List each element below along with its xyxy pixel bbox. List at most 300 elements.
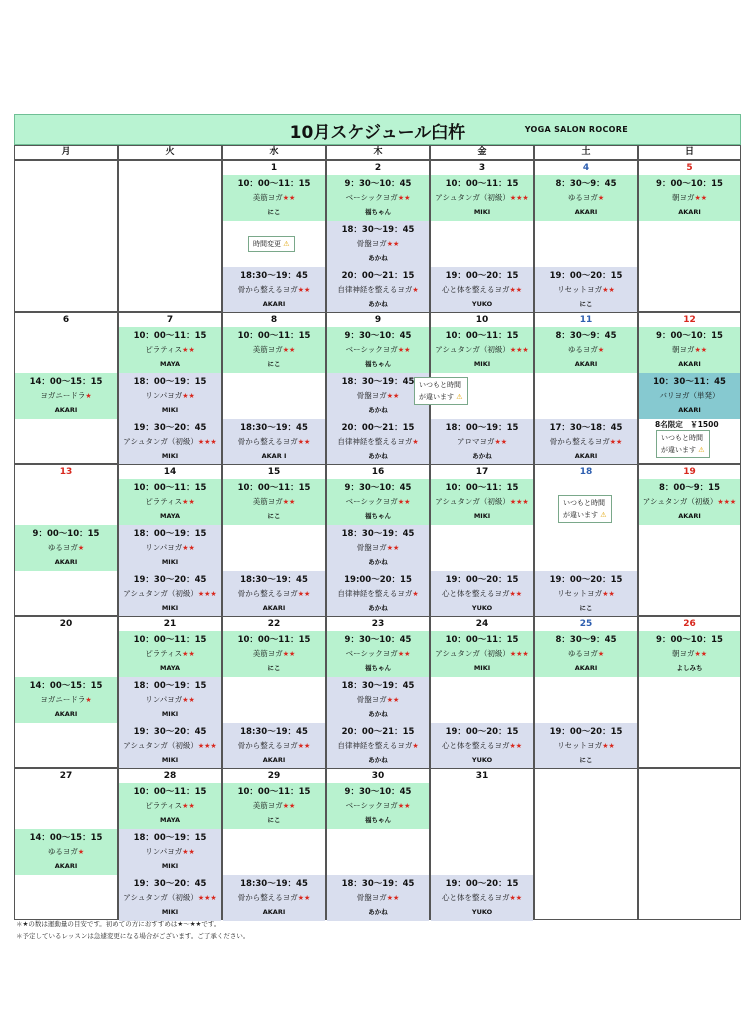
lesson-class: [223, 799, 325, 813]
day-cell[interactable]: [534, 160, 638, 312]
lesson-class: [223, 191, 325, 205]
lesson-block[interactable]: [327, 631, 429, 677]
lesson-block[interactable]: [223, 479, 325, 525]
intensity-stars: ★★: [397, 346, 411, 354]
lesson-time: 9：00～10：15: [656, 331, 723, 341]
intensity-stars: ★: [597, 346, 605, 354]
intensity-stars: ★: [85, 392, 92, 400]
different-time-callout: [656, 430, 710, 458]
instructor-name: 福ちゃん: [365, 512, 391, 520]
intensity-stars: ★: [412, 590, 419, 598]
instructor-name: にこ: [579, 756, 593, 764]
lesson-time: 17：30～18：45: [549, 423, 623, 433]
lesson-block[interactable]: [327, 571, 429, 617]
day-number: 2: [374, 163, 382, 173]
intensity-stars: ★★: [694, 650, 708, 658]
day-cell[interactable]: [222, 312, 326, 464]
lesson-block[interactable]: [327, 221, 429, 267]
day-number: 17: [475, 467, 489, 477]
lesson-time: 18:30～19：45: [240, 423, 308, 433]
intensity-stars: ★: [412, 742, 419, 750]
instructor-name: MAYA: [160, 816, 180, 824]
instructor-name: MIKI: [161, 756, 179, 764]
lesson-time: 19：30～20：45: [133, 879, 207, 889]
intensity-stars: ★★: [182, 696, 195, 704]
class-name: アシュタンガ（初級）: [123, 893, 198, 902]
instructor-name: あかね: [368, 254, 388, 262]
class-name: リンパヨガ: [145, 391, 183, 400]
day-number: 11: [579, 315, 593, 325]
day-number: 23: [371, 619, 385, 629]
lesson-class: [223, 283, 325, 297]
lesson-time: 20：00～21：15: [341, 727, 415, 737]
lesson-block[interactable]: [119, 875, 221, 921]
instructor-name: 福ちゃん: [365, 360, 391, 368]
lesson-time: 18：00～19：15: [133, 377, 207, 387]
day-cell[interactable]: [534, 464, 638, 616]
day-cell[interactable]: [326, 768, 430, 920]
lesson-block[interactable]: [431, 267, 533, 313]
intensity-stars: ★★: [282, 346, 296, 354]
class-name: 自律神経を整えるヨガ: [337, 285, 413, 294]
lesson-class: [119, 343, 221, 357]
lesson-block[interactable]: [535, 723, 637, 769]
instructor-name: 福ちゃん: [365, 816, 391, 824]
lesson-block[interactable]: [119, 723, 221, 769]
class-name: ピラティス: [145, 649, 183, 658]
lesson-block[interactable]: [223, 571, 325, 617]
intensity-stars: ★★: [609, 438, 623, 446]
intensity-stars: ★★: [694, 346, 708, 354]
lesson-class: [119, 693, 221, 707]
lesson-block[interactable]: [639, 327, 740, 373]
lesson-block[interactable]: [15, 829, 117, 875]
lesson-class: [535, 647, 637, 661]
lesson-class: [431, 647, 533, 661]
instructor-name: YUKO: [471, 908, 493, 916]
instructor-name: MIKI: [473, 360, 491, 368]
lesson-block[interactable]: [431, 571, 533, 617]
class-name: リセットヨガ: [557, 741, 603, 750]
day-number: 18: [579, 467, 593, 477]
lesson-block[interactable]: [431, 419, 533, 465]
lesson-block[interactable]: [15, 373, 117, 419]
lesson-time: 20：00～21：15: [341, 423, 415, 433]
lesson-time: 19：00～20：15: [549, 271, 623, 281]
lesson-block[interactable]: [535, 175, 637, 221]
lesson-block[interactable]: [327, 677, 429, 723]
lesson-time: 9：30～10：45: [344, 483, 412, 493]
day-cell[interactable]: [118, 616, 222, 768]
day-cell[interactable]: [118, 312, 222, 464]
lesson-block[interactable]: [119, 677, 221, 723]
lesson-block[interactable]: [327, 479, 429, 525]
lesson-class: [119, 845, 221, 859]
lesson-class: [431, 739, 533, 753]
instructor-name: MIKI: [473, 512, 491, 520]
day-number: 13: [59, 467, 73, 477]
lesson-block[interactable]: [535, 571, 637, 617]
bubble-text: 時間変更 ⚠: [253, 240, 290, 248]
note-1: ＊★の数は運動量の目安です。初めての方におすすめは★～★★です。: [16, 920, 221, 928]
lesson-block[interactable]: [639, 373, 740, 419]
lesson-block[interactable]: [431, 479, 533, 525]
warning-icon: ⚠: [281, 240, 290, 248]
day-cell[interactable]: [222, 616, 326, 768]
day-number: 6: [62, 315, 70, 325]
intensity-stars: ★★★: [197, 438, 217, 446]
lesson-time: 10：00～11：15: [237, 179, 311, 189]
class-name: 骨から整えるヨガ: [237, 285, 298, 294]
lesson-class: [639, 343, 740, 357]
day-cell[interactable]: [118, 768, 222, 920]
lesson-class: [535, 435, 637, 449]
lesson-block[interactable]: [535, 419, 637, 465]
intensity-stars: ★★: [182, 544, 195, 552]
lesson-time: 8：30～9：45: [555, 179, 617, 189]
lesson-time: 10：00～11：15: [133, 331, 207, 341]
lesson-class: [327, 191, 429, 205]
class-name: 骨盤ヨガ: [356, 893, 387, 902]
instructor-name: にこ: [267, 512, 281, 520]
lesson-class: [431, 283, 533, 297]
day-number: [535, 769, 637, 783]
lesson-block[interactable]: [119, 783, 221, 829]
lesson-class: [119, 587, 221, 601]
intensity-stars: ★★: [694, 194, 708, 202]
lesson-block[interactable]: [119, 571, 221, 617]
different-time-callout: [558, 495, 612, 523]
class-name: 心と体を整えるヨガ: [441, 589, 510, 598]
class-name: ヨガニードラ: [40, 391, 86, 400]
day-number: 10: [475, 315, 489, 325]
bubble-text: が違います ⚠: [419, 393, 463, 401]
lesson-class: [535, 191, 637, 205]
instructor-name: AKARI: [262, 756, 286, 764]
class-name: 美筋ヨガ: [252, 193, 283, 202]
day-cell[interactable]: [118, 464, 222, 616]
class-name: 骨から整えるヨガ: [237, 893, 298, 902]
lesson-block[interactable]: [119, 525, 221, 571]
day-number: 29: [267, 771, 281, 781]
lesson-time: 9：00～10：15: [32, 529, 100, 539]
lesson-time: 18：00～19：15: [133, 681, 207, 691]
instructor-name: YUKO: [471, 604, 493, 612]
lesson-class: [223, 647, 325, 661]
page-title: 10月スケジュール臼杵: [289, 123, 466, 143]
day-cell[interactable]: [14, 616, 118, 768]
lesson-block[interactable]: [639, 479, 740, 525]
lesson-block[interactable]: [119, 829, 221, 875]
class-name: ベーシックヨガ: [345, 649, 398, 658]
instructor-name: にこ: [267, 360, 281, 368]
lesson-block[interactable]: [535, 267, 637, 313]
day-cell[interactable]: [534, 616, 638, 768]
lesson-block[interactable]: [119, 479, 221, 525]
class-name: 心と体を整えるヨガ: [441, 893, 510, 902]
instructor-name: MIKI: [161, 452, 179, 460]
class-name: 骨盤ヨガ: [356, 239, 387, 248]
lesson-block[interactable]: [223, 723, 325, 769]
class-name: 心と体を整えるヨガ: [441, 285, 510, 294]
lesson-class: [327, 495, 429, 509]
class-name: ゆるヨガ: [47, 847, 78, 856]
lesson-class: [223, 435, 325, 449]
lesson-class: [223, 343, 325, 357]
intensity-stars: ★: [597, 194, 605, 202]
warning-icon: ⚠: [454, 393, 463, 401]
day-number: 25: [579, 619, 593, 629]
intensity-stars: ★★: [397, 650, 411, 658]
day-number: 4: [582, 163, 590, 173]
intensity-stars: ★★: [386, 894, 400, 902]
instructor-name: AKAR I: [261, 452, 287, 460]
day-number: 19: [683, 467, 696, 477]
lesson-block[interactable]: [639, 175, 740, 221]
instructor-name: あかね: [472, 452, 492, 460]
warning-icon: ⚠: [598, 511, 607, 519]
lesson-class: [639, 647, 740, 661]
instructor-name: あかね: [368, 300, 388, 308]
class-name: ゆるヨガ: [567, 193, 598, 202]
intensity-stars: ★: [412, 438, 419, 446]
lesson-time: 10：00～11：15: [445, 483, 519, 493]
day-cell[interactable]: [638, 616, 741, 768]
lesson-time: 19:00～20：15: [344, 575, 412, 585]
lesson-class: [119, 891, 221, 905]
lesson-time: 10：00～11：15: [445, 331, 519, 341]
day-cell[interactable]: [14, 312, 118, 464]
lesson-time: 14：00～15：15: [29, 681, 103, 691]
lesson-block[interactable]: [639, 631, 740, 677]
intensity-stars: ★: [85, 696, 92, 704]
lesson-time: 10：00～11：15: [133, 635, 207, 645]
day-cell[interactable]: [430, 160, 534, 312]
lesson-time: 20：00～21：15: [341, 271, 415, 281]
instructor-name: AKARI: [54, 558, 78, 566]
lesson-class: [223, 495, 325, 509]
day-cell[interactable]: [430, 768, 534, 920]
class-name: 美筋ヨガ: [252, 345, 283, 354]
day-cell[interactable]: [14, 160, 118, 312]
day-cell[interactable]: [430, 464, 534, 616]
intensity-stars: ★★: [386, 696, 400, 704]
class-name: リセットヨガ: [557, 589, 603, 598]
class-name: 骨から整えるヨガ: [237, 437, 298, 446]
lesson-block[interactable]: [327, 875, 429, 921]
lesson-block[interactable]: [327, 267, 429, 313]
lesson-block[interactable]: [15, 525, 117, 571]
instructor-name: MAYA: [160, 512, 180, 520]
intensity-stars: ★★★: [197, 590, 217, 598]
intensity-stars: ★★: [494, 438, 508, 446]
lesson-time: 19：00～20：15: [445, 879, 519, 889]
lesson-time: 19：00～20：15: [549, 727, 623, 737]
lesson-time: 10：00～11：15: [133, 483, 207, 493]
intensity-stars: ★: [77, 544, 85, 552]
lesson-time: 8：00～9：15: [659, 483, 720, 493]
class-name: ゆるヨガ: [567, 649, 598, 658]
intensity-stars: ★: [77, 848, 85, 856]
lesson-block[interactable]: [327, 723, 429, 769]
intensity-stars: ★★: [282, 802, 296, 810]
intensity-stars: ★★: [386, 392, 400, 400]
instructor-name: MIKI: [161, 604, 179, 612]
lesson-class: [223, 587, 325, 601]
lesson-class: [119, 799, 221, 813]
day-cell[interactable]: [326, 160, 430, 312]
class-name: 美筋ヨガ: [252, 649, 283, 658]
lesson-time: 8：30～9：45: [555, 331, 617, 341]
intensity-stars: ★★★: [509, 194, 529, 202]
class-name: アシュタンガ（初級）: [435, 345, 510, 354]
intensity-stars: ★★: [509, 590, 523, 598]
lesson-block[interactable]: [223, 783, 325, 829]
day-cell[interactable]: [326, 616, 430, 768]
day-number: [15, 161, 117, 175]
intensity-stars: ★★★: [509, 346, 529, 354]
day-cell[interactable]: [638, 160, 741, 312]
lesson-block[interactable]: [431, 175, 533, 221]
lesson-block[interactable]: [431, 327, 533, 373]
lesson-time: 9：30～10：45: [344, 331, 412, 341]
instructor-name: YUKO: [471, 300, 493, 308]
day-cell[interactable]: [14, 464, 118, 616]
day-cell[interactable]: [118, 160, 222, 312]
lesson-block[interactable]: [327, 175, 429, 221]
title-bar: [14, 114, 741, 145]
class-name: アシュタンガ（初級）: [123, 741, 198, 750]
day-cell[interactable]: [326, 464, 430, 616]
instructor-name: AKARI: [678, 208, 701, 216]
lesson-time: 8：30～9：45: [555, 635, 617, 645]
lesson-block[interactable]: [223, 175, 325, 221]
lesson-time: 18：30～19：45: [341, 225, 415, 235]
day-number: 28: [163, 771, 177, 781]
instructor-name: あかね: [368, 558, 388, 566]
lesson-class: [431, 343, 533, 357]
instructor-name: AKARI: [678, 406, 701, 414]
lesson-time: 10：00～11：15: [445, 179, 519, 189]
day-number: 20: [59, 619, 73, 629]
day-cell[interactable]: [638, 768, 741, 920]
intensity-stars: ★★: [297, 742, 311, 750]
day-number: 8: [270, 315, 278, 325]
class-name: ヨガニードラ: [40, 695, 86, 704]
lesson-block[interactable]: [431, 875, 533, 921]
day-cell[interactable]: [222, 464, 326, 616]
intensity-stars: ★★: [297, 438, 311, 446]
instructor-name: MIKI: [161, 862, 179, 870]
instructor-name: にこ: [579, 604, 593, 612]
bubble-text: が違います ⚠: [563, 511, 607, 519]
lesson-block[interactable]: [431, 631, 533, 677]
weekday-header: 金: [430, 145, 534, 160]
day-cell[interactable]: [222, 768, 326, 920]
time-change-callout: [248, 236, 295, 252]
lesson-time: 18：30～19：45: [341, 377, 415, 387]
lesson-class: [327, 541, 429, 555]
intensity-stars: ★★: [386, 544, 400, 552]
class-name: 美筋ヨガ: [252, 497, 283, 506]
bubble-text: いつもと時間: [563, 499, 605, 507]
bubble-text: が違います ⚠: [661, 446, 705, 454]
lesson-time: 18：00～19：15: [133, 529, 207, 539]
lesson-time: 10：00～11：15: [237, 635, 311, 645]
day-number: 15: [267, 467, 281, 477]
instructor-name: あかね: [368, 908, 388, 916]
lesson-block[interactable]: [119, 327, 221, 373]
lesson-time: 19：00～20：15: [445, 727, 519, 737]
intensity-stars: ★★: [397, 498, 411, 506]
lesson-time: 18：30～19：45: [341, 681, 415, 691]
intensity-stars: ★★: [297, 590, 311, 598]
lesson-block[interactable]: [535, 327, 637, 373]
lesson-block[interactable]: [535, 631, 637, 677]
class-name: 骨から整えるヨガ: [237, 589, 298, 598]
day-number: 31: [475, 771, 489, 781]
class-name: 心と体を整えるヨガ: [441, 741, 510, 750]
class-name: 自律神経を整えるヨガ: [337, 437, 413, 446]
lesson-class: [431, 891, 533, 905]
day-number: 21: [163, 619, 177, 629]
lesson-block[interactable]: [15, 677, 117, 723]
lesson-time: 9：30～10：45: [344, 635, 412, 645]
lesson-block[interactable]: [223, 631, 325, 677]
lesson-time: 18：30～19：45: [341, 529, 415, 539]
lesson-block[interactable]: [119, 631, 221, 677]
class-name: 骨から整えるヨガ: [237, 741, 298, 750]
class-name: 骨盤ヨガ: [356, 543, 387, 552]
lesson-time: 18：00～19：15: [445, 423, 519, 433]
day-cell[interactable]: [534, 312, 638, 464]
lesson-block[interactable]: [327, 327, 429, 373]
lesson-class: [223, 739, 325, 753]
class-name: ゆるヨガ: [567, 345, 598, 354]
intensity-stars: ★★: [602, 742, 615, 750]
intensity-stars: ★: [597, 650, 605, 658]
lesson-block[interactable]: [223, 419, 325, 465]
intensity-stars: ★★: [602, 590, 615, 598]
day-cell[interactable]: [14, 768, 118, 920]
day-number: 9: [374, 315, 382, 325]
class-name: 美筋ヨガ: [252, 801, 283, 810]
lesson-block[interactable]: [327, 783, 429, 829]
instructor-name: YUKO: [471, 756, 493, 764]
instructor-name: 福ちゃん: [365, 664, 391, 672]
day-cell[interactable]: [534, 768, 638, 920]
lesson-block[interactable]: [223, 875, 325, 921]
lesson-block[interactable]: [119, 373, 221, 419]
day-cell[interactable]: [430, 616, 534, 768]
lesson-block[interactable]: [119, 419, 221, 465]
lesson-block[interactable]: [223, 327, 325, 373]
instructor-name: あかね: [368, 452, 388, 460]
day-cell[interactable]: [638, 464, 741, 616]
day-number: 12: [683, 315, 696, 325]
lesson-block[interactable]: [223, 267, 325, 313]
weekday-header: 火: [118, 145, 222, 160]
lesson-block[interactable]: [327, 419, 429, 465]
bubble-text: いつもと時間: [661, 434, 703, 442]
lesson-time: 10：00～11：15: [237, 787, 311, 797]
instructor-name: AKARI: [262, 908, 286, 916]
lesson-block[interactable]: [327, 525, 429, 571]
lesson-time: 19：00～20：15: [445, 271, 519, 281]
lesson-block[interactable]: [431, 723, 533, 769]
day-number: [639, 769, 740, 783]
instructor-name: あかね: [368, 406, 388, 414]
